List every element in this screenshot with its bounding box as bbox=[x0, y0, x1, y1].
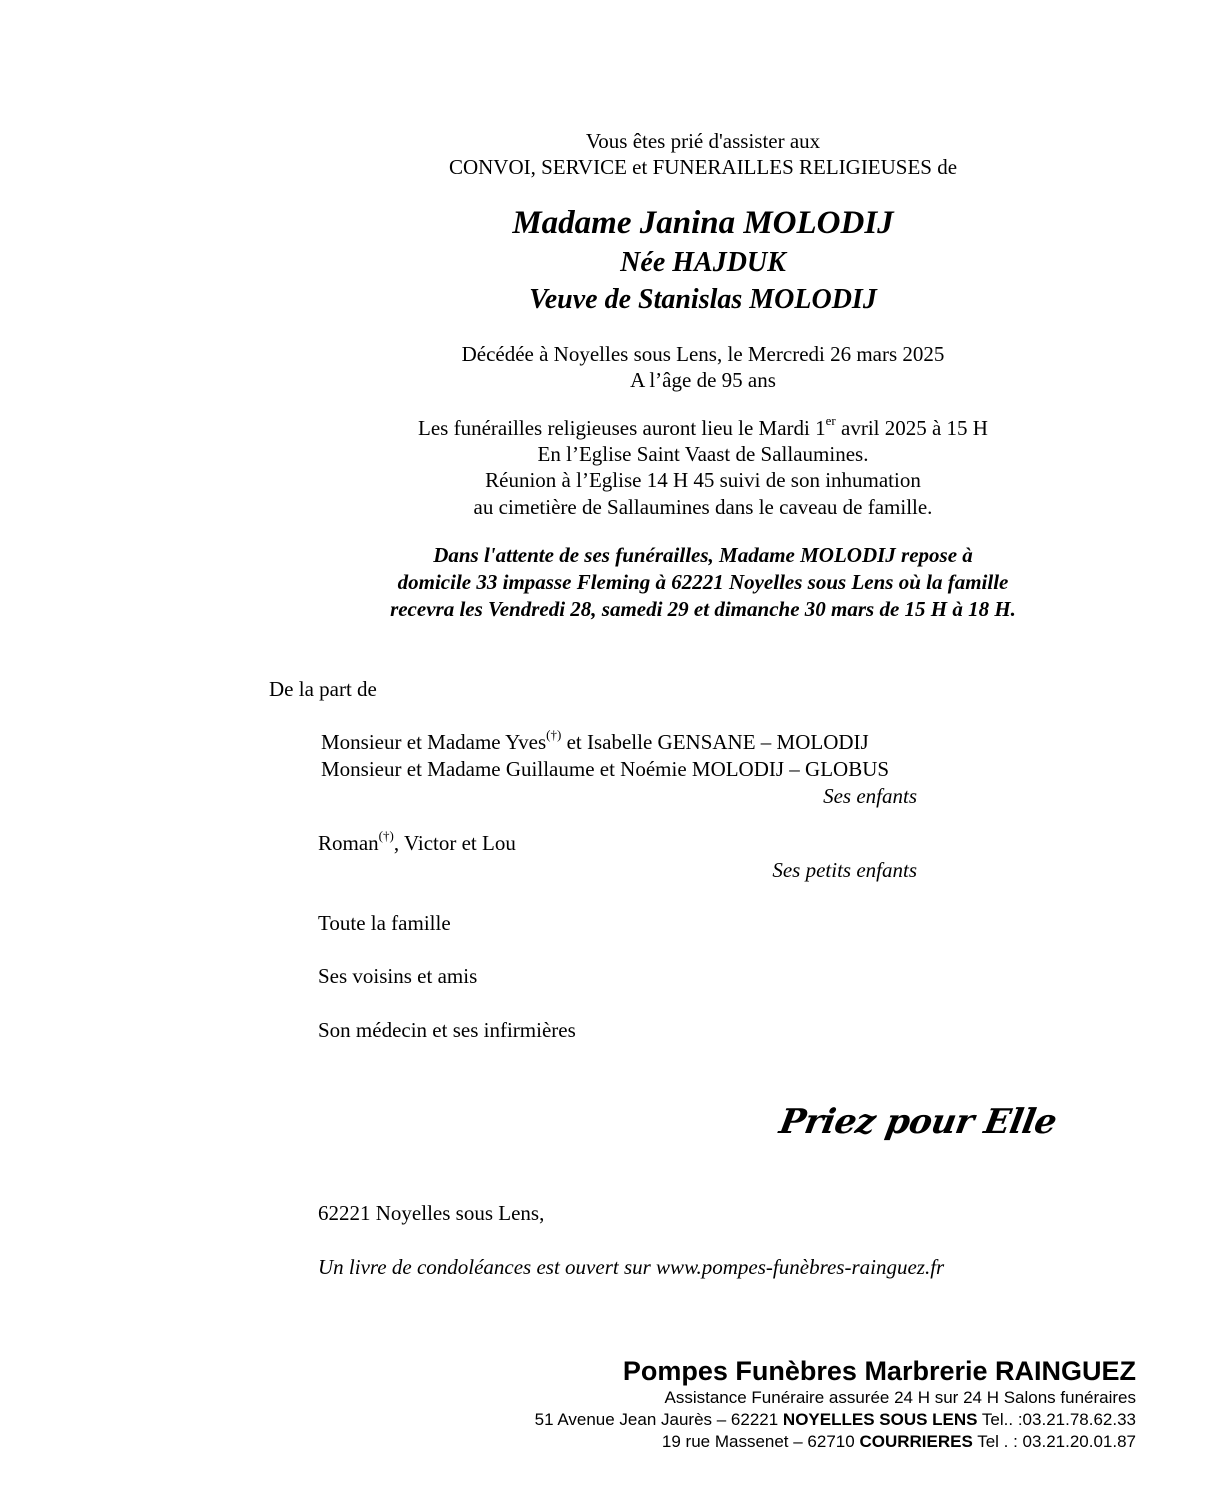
funeral-date-text-a: Les funérailles religieuses auront lieu le Mardi 1 bbox=[418, 416, 826, 440]
grandchildren-text-b: , Victor et Lou bbox=[393, 831, 516, 855]
address-1-street: 51 Avenue Jean Jaurès – 62221 bbox=[534, 1410, 783, 1429]
funeral-church: En l’Eglise Saint Vaast de Sallaumines. bbox=[537, 442, 869, 466]
children-line-1 bbox=[321, 729, 869, 755]
visitation-line-3: recevra les Vendredi 28, samedi 29 et dimanche 30 mars de 15 H à 18 H. bbox=[390, 597, 1016, 621]
address-2-phone: Tel . : 03.21.20.01.87 bbox=[972, 1432, 1136, 1451]
funeral-home-address-1 bbox=[535, 1409, 1136, 1430]
address-2-city: COURRIERES bbox=[859, 1432, 973, 1451]
from-label: De la part de bbox=[269, 677, 377, 701]
grandchildren-text-a: Roman bbox=[318, 831, 379, 855]
funeral-date-text-b: avril 2025 à 15 H bbox=[835, 416, 988, 440]
family-line: Toute la famille bbox=[318, 911, 451, 935]
children-line-1-text-a: Monsieur et Madame Yves bbox=[321, 730, 547, 754]
children-line-1-text-b: et Isabelle GENSANE – MOLODIJ bbox=[561, 730, 869, 754]
medical-line: Son médecin et ses infirmières bbox=[318, 1018, 576, 1042]
funeral-home-name: Pompes Funèbres Marbrerie RAINGUEZ bbox=[622, 1356, 1136, 1386]
visitation-line-1: Dans l'attente de ses funérailles, Madame MOLODIJ repose à bbox=[433, 543, 973, 567]
address-1-phone: Tel.. :03.21.78.62.33 bbox=[977, 1410, 1136, 1429]
prayer-script: Priez pour Elle bbox=[776, 1102, 1060, 1142]
grandchildren-caption: Ses petits enfants bbox=[772, 858, 917, 882]
place-line: 62221 Noyelles sous Lens, bbox=[318, 1201, 545, 1225]
funeral-date-superscript: er bbox=[825, 413, 836, 428]
children-caption: Ses enfants bbox=[823, 784, 917, 808]
funeral-meeting: Réunion à l’Eglise 14 H 45 suivi de son inhumation bbox=[485, 468, 921, 492]
condolence-note: Un livre de condoléances est ouvert sur www.pompes-funèbres-rainguez.fr bbox=[318, 1255, 945, 1279]
deceased-mark-yves: (†) bbox=[546, 727, 562, 742]
invitation-line-1: Vous êtes prié d'assister aux bbox=[585, 129, 821, 153]
address-2-street: 19 rue Massenet – 62710 bbox=[661, 1432, 860, 1451]
deceased-name: Madame Janina MOLODIJ bbox=[512, 205, 894, 241]
deceased-widow-of: Veuve de Stanislas MOLODIJ bbox=[529, 284, 877, 315]
address-1-city: NOYELLES SOUS LENS bbox=[782, 1410, 978, 1429]
death-place-date: Décédée à Noyelles sous Lens, le Mercredi 26 mars 2025 bbox=[461, 342, 945, 366]
funeral-cemetery: au cimetière de Sallaumines dans le caveau de famille. bbox=[473, 495, 933, 519]
funeral-home-address-2 bbox=[662, 1431, 1136, 1452]
death-age: A l’âge de 95 ans bbox=[630, 368, 776, 392]
visitation-line-2: domicile 33 impasse Fleming à 62221 Noyelles sous Lens où la famille bbox=[397, 570, 1009, 594]
grandchildren-line bbox=[318, 830, 516, 856]
deceased-mark-roman: (†) bbox=[378, 828, 394, 843]
neighbors-line: Ses voisins et amis bbox=[318, 964, 478, 988]
invitation-line-2: CONVOI, SERVICE et FUNERAILLES RELIGIEUSES de bbox=[448, 155, 958, 179]
funeral-date-line bbox=[0, 415, 1214, 441]
funeral-home-tagline: Assistance Funéraire assurée 24 H sur 24 H Salons funéraires bbox=[664, 1388, 1136, 1407]
deceased-birth-name: Née HAJDUK bbox=[620, 247, 786, 278]
children-line-2: Monsieur et Madame Guillaume et Noémie MOLODIJ – GLOBUS bbox=[321, 757, 890, 781]
